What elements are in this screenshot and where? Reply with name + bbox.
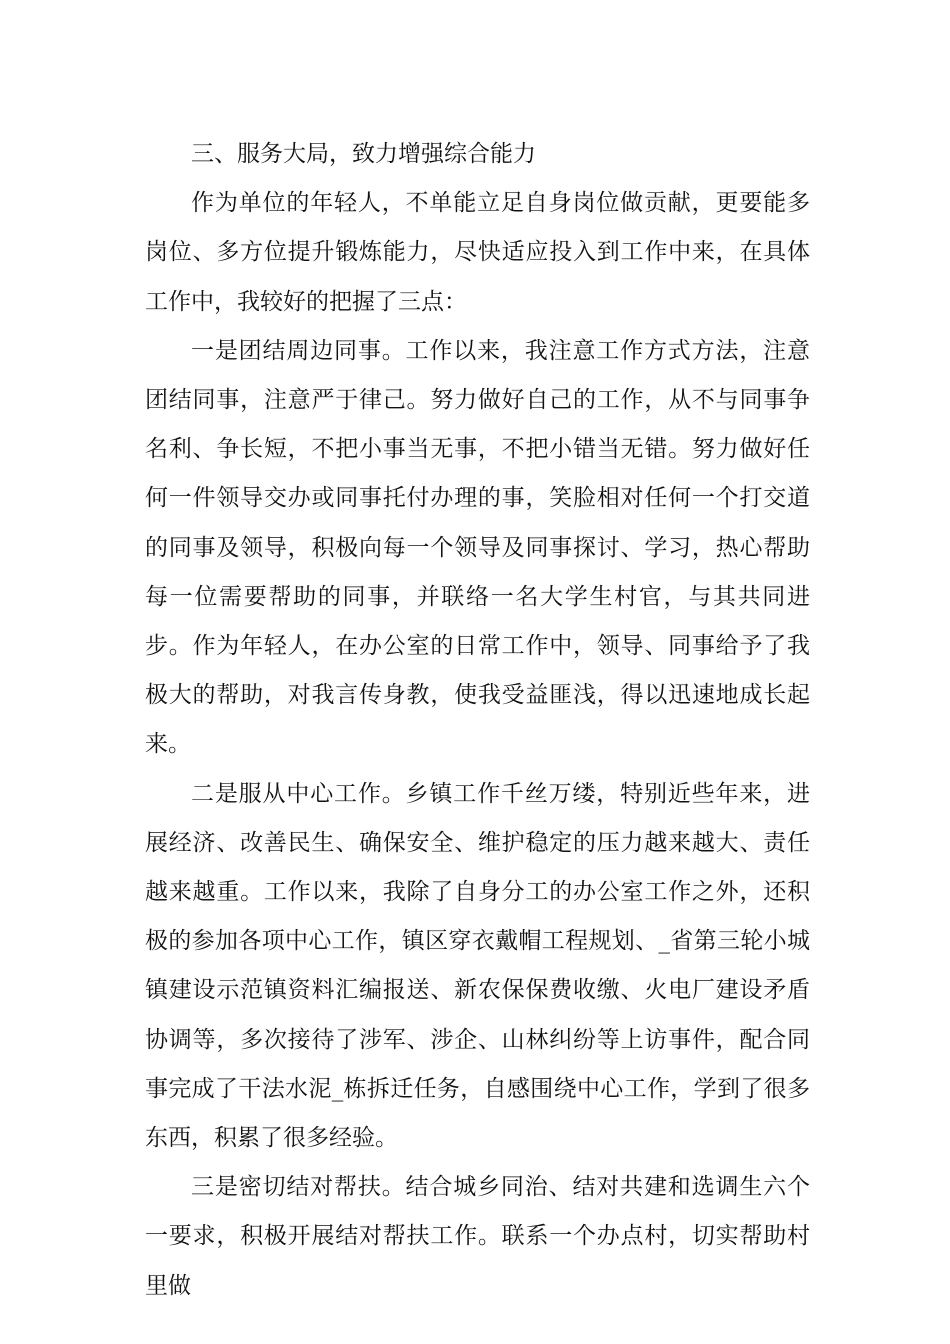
document-body bbox=[145, 130, 810, 1311]
paragraph-point-two: 二是服从中心工作。乡镇工作千丝万缕，特别近些年来，进展经济、改善民生、确保安全、维护稳定的压力越来越大、责任越来越重。工作以来，我除了自身分工的办公室工作之外，还积极的参加各项中心工作，镇区穿衣戴帽工程规划、_省第三轮小城镇建设示范镇资料汇编报送、新农保保费收缴、火电厂建设矛盾协调等，多次接待了涉军、涉企、山林纠纷等上访事件，配合同事完成了干法水泥_栋拆迁任务，自感围绕中心工作，学到了很多东西，积累了很多经验。 bbox=[145, 780, 810, 1152]
paragraph-point-three: 三是密切结对帮扶。结合城乡同治、结对共建和选调生六个一要求，积极开展结对帮扶工作。联系一个办点村，切实帮助村里做 bbox=[145, 1174, 810, 1299]
section-heading: 三、服务大局，致力增强综合能力 bbox=[191, 141, 536, 167]
paragraph-intro: 作为单位的年轻人，不单能立足自身岗位做贡献，更要能多岗位、多方位提升锻炼能力，尽快适应投入到工作中来，在具体工作中，我较好的把握了三点： bbox=[145, 190, 810, 315]
paragraph-point-one: 一是团结周边同事。工作以来，我注意工作方式方法，注意团结同事，注意严于律己。努力做好自己的工作，从不与同事争名利、争长短，不把小事当无事，不把小错当无错。努力做好任何一件领导交办或同事托付办理的事，笑脸相对任何一个打交道的同事及领导，积极向每一个领导及同事探讨、学习，热心帮助每一位需要帮助的同事，并联络一名大学生村官，与其共同进步。作为年轻人，在办公室的日常工作中，领导、同事给予了我极大的帮助，对我言传身教，使我受益匪浅，得以迅速地成长起来。 bbox=[145, 337, 810, 758]
